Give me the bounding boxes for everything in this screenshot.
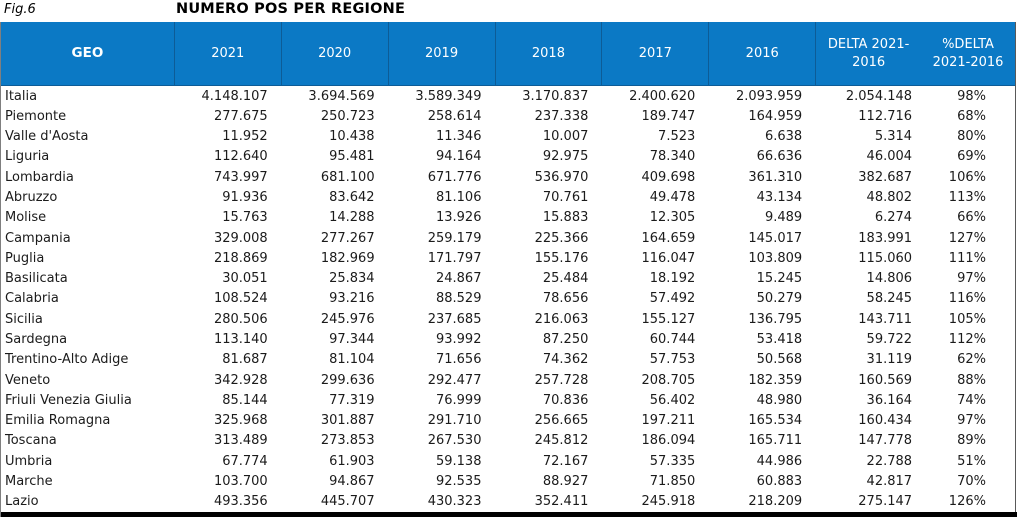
- value-cell: 259.179: [427, 230, 482, 246]
- value-cell: 245.918: [641, 494, 696, 510]
- table-row: [1, 451, 1015, 471]
- value-cell: 493.356: [213, 494, 268, 510]
- column-header-delta-2021-2016: DELTA 2021-2016: [815, 22, 921, 85]
- value-cell: 103.809: [748, 250, 803, 266]
- value-cell: 60.883: [756, 473, 803, 489]
- value-cell: 11.346: [435, 129, 482, 145]
- value-cell: 12.305: [649, 210, 696, 226]
- value-cell: 445.707: [320, 494, 375, 510]
- value-cell: 77.319: [329, 392, 375, 408]
- column-header-2020: 2020: [281, 22, 388, 85]
- value-cell: 74%: [957, 392, 986, 408]
- value-cell: 10.007: [542, 129, 589, 145]
- value-cell: 197.211: [641, 413, 696, 429]
- value-cell: 97%: [957, 413, 986, 429]
- value-cell: 126%: [948, 494, 986, 510]
- value-cell: 59.722: [866, 332, 913, 348]
- value-cell: 95.481: [329, 149, 375, 165]
- value-cell: 6.274: [874, 210, 913, 226]
- table-row: [1, 370, 1015, 390]
- figure-label: Fig.6: [4, 2, 36, 17]
- region-name-cell: Italia: [5, 88, 38, 104]
- table-row: [1, 147, 1015, 167]
- value-cell: 103.700: [213, 473, 268, 489]
- region-name-cell: Valle d'Aosta: [5, 129, 89, 145]
- value-cell: 70.836: [542, 392, 589, 408]
- value-cell: 48.980: [756, 392, 803, 408]
- region-name-cell: Emilia Romagna: [5, 413, 111, 429]
- value-cell: 116.047: [641, 250, 696, 266]
- value-cell: 2.054.148: [845, 88, 913, 104]
- value-cell: 94.867: [329, 473, 375, 489]
- value-cell: 9.489: [764, 210, 803, 226]
- value-cell: 105%: [948, 311, 986, 327]
- value-cell: 31.119: [866, 352, 913, 368]
- value-cell: 49.478: [649, 190, 696, 206]
- value-cell: 183.991: [858, 230, 913, 246]
- value-cell: 3.694.569: [308, 88, 375, 104]
- region-name-cell: Liguria: [5, 149, 50, 165]
- value-cell: 98%: [957, 88, 986, 104]
- value-cell: 58.245: [866, 291, 913, 307]
- value-cell: 70%: [957, 473, 986, 489]
- value-cell: 83.642: [329, 190, 375, 206]
- region-name-cell: Basilicata: [5, 271, 68, 287]
- value-cell: 671.776: [427, 169, 482, 185]
- region-name-cell: Sardegna: [5, 332, 68, 348]
- value-cell: 145.017: [748, 230, 803, 246]
- value-cell: 88%: [957, 372, 986, 388]
- table-row: [1, 431, 1015, 451]
- region-name-cell: Piemonte: [5, 108, 67, 124]
- value-cell: 277.675: [213, 108, 268, 124]
- value-cell: 15.883: [542, 210, 589, 226]
- pos-per-regione-table: [0, 22, 1016, 517]
- value-cell: 245.812: [534, 433, 589, 449]
- table-row: [1, 350, 1015, 370]
- value-cell: 92.975: [542, 149, 589, 165]
- column-header-2019: 2019: [388, 22, 495, 85]
- value-cell: 81.687: [222, 352, 268, 368]
- value-cell: 81.106: [435, 190, 482, 206]
- value-cell: 382.687: [858, 169, 913, 185]
- value-cell: 681.100: [320, 169, 375, 185]
- value-cell: 257.728: [534, 372, 589, 388]
- title-bar: [0, 0, 1016, 22]
- value-cell: 18.192: [649, 271, 696, 287]
- table-row: [1, 248, 1015, 268]
- value-cell: 50.279: [756, 291, 803, 307]
- value-cell: 22.788: [866, 453, 913, 469]
- value-cell: 329.008: [213, 230, 268, 246]
- value-cell: 292.477: [427, 372, 482, 388]
- region-name-cell: Molise: [5, 210, 47, 226]
- value-cell: 171.797: [427, 250, 482, 266]
- value-cell: 66.636: [756, 149, 803, 165]
- value-cell: 273.853: [320, 433, 375, 449]
- column-header-2021: 2021: [174, 22, 281, 85]
- value-cell: 13.926: [435, 210, 482, 226]
- value-cell: 62%: [957, 352, 986, 368]
- value-cell: 160.434: [858, 413, 913, 429]
- table-row: [1, 208, 1015, 228]
- table-bottom-border: [1, 512, 1017, 517]
- value-cell: 57.335: [649, 453, 696, 469]
- value-cell: 43.134: [756, 190, 803, 206]
- value-cell: 250.723: [320, 108, 375, 124]
- value-cell: 81.104: [329, 352, 375, 368]
- value-cell: 127%: [948, 230, 986, 246]
- value-cell: 85.144: [222, 392, 268, 408]
- value-cell: 10.438: [329, 129, 375, 145]
- value-cell: 189.747: [641, 108, 696, 124]
- region-name-cell: Lazio: [5, 494, 39, 510]
- value-cell: 44.986: [756, 453, 803, 469]
- value-cell: 299.636: [320, 372, 375, 388]
- value-cell: 97.344: [329, 332, 375, 348]
- value-cell: 3.170.837: [522, 88, 589, 104]
- region-name-cell: Sicilia: [5, 311, 43, 327]
- table-row: [1, 471, 1015, 491]
- value-cell: 4.148.107: [201, 88, 268, 104]
- value-cell: 61.903: [329, 453, 375, 469]
- value-cell: 6.638: [764, 129, 803, 145]
- value-cell: 218.869: [213, 250, 268, 266]
- value-cell: 256.665: [534, 413, 589, 429]
- value-cell: 71.850: [649, 473, 696, 489]
- value-cell: 57.753: [649, 352, 696, 368]
- value-cell: 93.216: [329, 291, 375, 307]
- value-cell: 147.778: [858, 433, 913, 449]
- table-row: [1, 411, 1015, 431]
- value-cell: 116%: [948, 291, 986, 307]
- value-cell: 430.323: [427, 494, 482, 510]
- value-cell: 91.936: [222, 190, 268, 206]
- column-header-2017: 2017: [601, 22, 708, 85]
- value-cell: 72.167: [542, 453, 589, 469]
- value-cell: 2.093.959: [735, 88, 803, 104]
- value-cell: 46.004: [866, 149, 913, 165]
- value-cell: 182.969: [320, 250, 375, 266]
- value-cell: 115.060: [858, 250, 913, 266]
- value-cell: 267.530: [427, 433, 482, 449]
- value-cell: 113.140: [213, 332, 268, 348]
- value-cell: 15.245: [756, 271, 803, 287]
- value-cell: 258.614: [427, 108, 482, 124]
- table-row: [1, 86, 1015, 106]
- value-cell: 42.817: [866, 473, 913, 489]
- value-cell: 5.314: [874, 129, 913, 145]
- value-cell: 218.209: [748, 494, 803, 510]
- table-row: [1, 187, 1015, 207]
- value-cell: 182.359: [748, 372, 803, 388]
- value-cell: 56.402: [649, 392, 696, 408]
- value-cell: 165.534: [748, 413, 803, 429]
- value-cell: 78.340: [649, 149, 696, 165]
- value-cell: 48.802: [866, 190, 913, 206]
- value-cell: 68%: [957, 108, 986, 124]
- value-cell: 60.744: [649, 332, 696, 348]
- region-name-cell: Umbria: [5, 453, 53, 469]
- table-row: [1, 269, 1015, 289]
- value-cell: 237.685: [427, 311, 482, 327]
- value-cell: 71.656: [435, 352, 482, 368]
- value-cell: 74.362: [542, 352, 589, 368]
- value-cell: 97%: [957, 271, 986, 287]
- value-cell: 88.927: [542, 473, 589, 489]
- value-cell: 361.310: [748, 169, 803, 185]
- column-header-2018: 2018: [495, 22, 602, 85]
- value-cell: 164.959: [748, 108, 803, 124]
- value-cell: 69%: [957, 149, 986, 165]
- value-cell: 186.094: [641, 433, 696, 449]
- value-cell: 76.999: [435, 392, 482, 408]
- value-cell: 15.763: [222, 210, 268, 226]
- value-cell: 164.659: [641, 230, 696, 246]
- value-cell: 112.716: [858, 108, 913, 124]
- value-cell: 108.524: [213, 291, 268, 307]
- value-cell: 80%: [957, 129, 986, 145]
- table-row: [1, 390, 1015, 410]
- region-name-cell: Campania: [5, 230, 71, 246]
- value-cell: 92.535: [435, 473, 482, 489]
- value-cell: 93.992: [435, 332, 482, 348]
- value-cell: 291.710: [427, 413, 482, 429]
- value-cell: 208.705: [641, 372, 696, 388]
- column-header-2016: 2016: [708, 22, 815, 85]
- table-row: [1, 289, 1015, 309]
- value-cell: 66%: [957, 210, 986, 226]
- value-cell: 342.928: [213, 372, 268, 388]
- value-cell: 143.711: [858, 311, 913, 327]
- value-cell: 112.640: [213, 149, 268, 165]
- value-cell: 59.138: [435, 453, 482, 469]
- value-cell: 94.164: [435, 149, 482, 165]
- region-name-cell: Lombardia: [5, 169, 74, 185]
- value-cell: 237.338: [534, 108, 589, 124]
- value-cell: 11.952: [222, 129, 268, 145]
- value-cell: 87.250: [542, 332, 589, 348]
- value-cell: 89%: [957, 433, 986, 449]
- region-name-cell: Trentino-Alto Adige: [5, 352, 129, 368]
- region-name-cell: Veneto: [5, 372, 51, 388]
- value-cell: 225.366: [534, 230, 589, 246]
- value-cell: 155.176: [534, 250, 589, 266]
- value-cell: 301.887: [320, 413, 375, 429]
- value-cell: 743.997: [213, 169, 268, 185]
- region-name-cell: Puglia: [5, 250, 45, 266]
- value-cell: 277.267: [320, 230, 375, 246]
- value-cell: 245.976: [320, 311, 375, 327]
- value-cell: 111%: [948, 250, 986, 266]
- value-cell: 155.127: [641, 311, 696, 327]
- table-row: [1, 127, 1015, 147]
- value-cell: 325.968: [213, 413, 268, 429]
- value-cell: 78.656: [542, 291, 589, 307]
- value-cell: 160.569: [858, 372, 913, 388]
- value-cell: 3.589.349: [415, 88, 482, 104]
- value-cell: 165.711: [748, 433, 803, 449]
- value-cell: 14.806: [866, 271, 913, 287]
- value-cell: 313.489: [213, 433, 268, 449]
- value-cell: 24.867: [435, 271, 482, 287]
- value-cell: 88.529: [435, 291, 482, 307]
- value-cell: 352.411: [534, 494, 589, 510]
- value-cell: 2.400.620: [629, 88, 696, 104]
- value-cell: 7.523: [658, 129, 696, 145]
- value-cell: 409.698: [641, 169, 696, 185]
- region-name-cell: Toscana: [5, 433, 57, 449]
- region-name-cell: Abruzzo: [5, 190, 58, 206]
- table-row: [1, 106, 1015, 126]
- column-header-pct-delta-2021-2016: %DELTA 2021-2016: [932, 36, 1004, 70]
- table-row: [1, 228, 1015, 248]
- value-cell: 36.164: [866, 392, 913, 408]
- table-header-row: [1, 22, 1015, 86]
- value-cell: 25.484: [542, 271, 589, 287]
- value-cell: 275.147: [858, 494, 913, 510]
- value-cell: 25.834: [329, 271, 375, 287]
- region-name-cell: Calabria: [5, 291, 59, 307]
- figure-title: NUMERO POS PER REGIONE: [176, 1, 406, 17]
- value-cell: 106%: [948, 169, 986, 185]
- value-cell: 67.774: [222, 453, 268, 469]
- column-header-geo: GEO: [71, 45, 104, 62]
- value-cell: 536.970: [534, 169, 589, 185]
- region-name-cell: Marche: [5, 473, 53, 489]
- value-cell: 113%: [948, 190, 986, 206]
- table-row: [1, 309, 1015, 329]
- value-cell: 14.288: [329, 210, 375, 226]
- value-cell: 57.492: [649, 291, 696, 307]
- value-cell: 51%: [957, 453, 986, 469]
- table-row: [1, 329, 1015, 349]
- table-row: [1, 492, 1015, 512]
- value-cell: 136.795: [748, 311, 803, 327]
- value-cell: 70.761: [542, 190, 589, 206]
- value-cell: 53.418: [756, 332, 803, 348]
- table-row: [1, 167, 1015, 187]
- value-cell: 50.568: [756, 352, 803, 368]
- value-cell: 30.051: [222, 271, 268, 287]
- region-name-cell: Friuli Venezia Giulia: [5, 392, 132, 408]
- table-body: [1, 86, 1015, 512]
- value-cell: 216.063: [534, 311, 589, 327]
- value-cell: 280.506: [213, 311, 268, 327]
- value-cell: 112%: [948, 332, 986, 348]
